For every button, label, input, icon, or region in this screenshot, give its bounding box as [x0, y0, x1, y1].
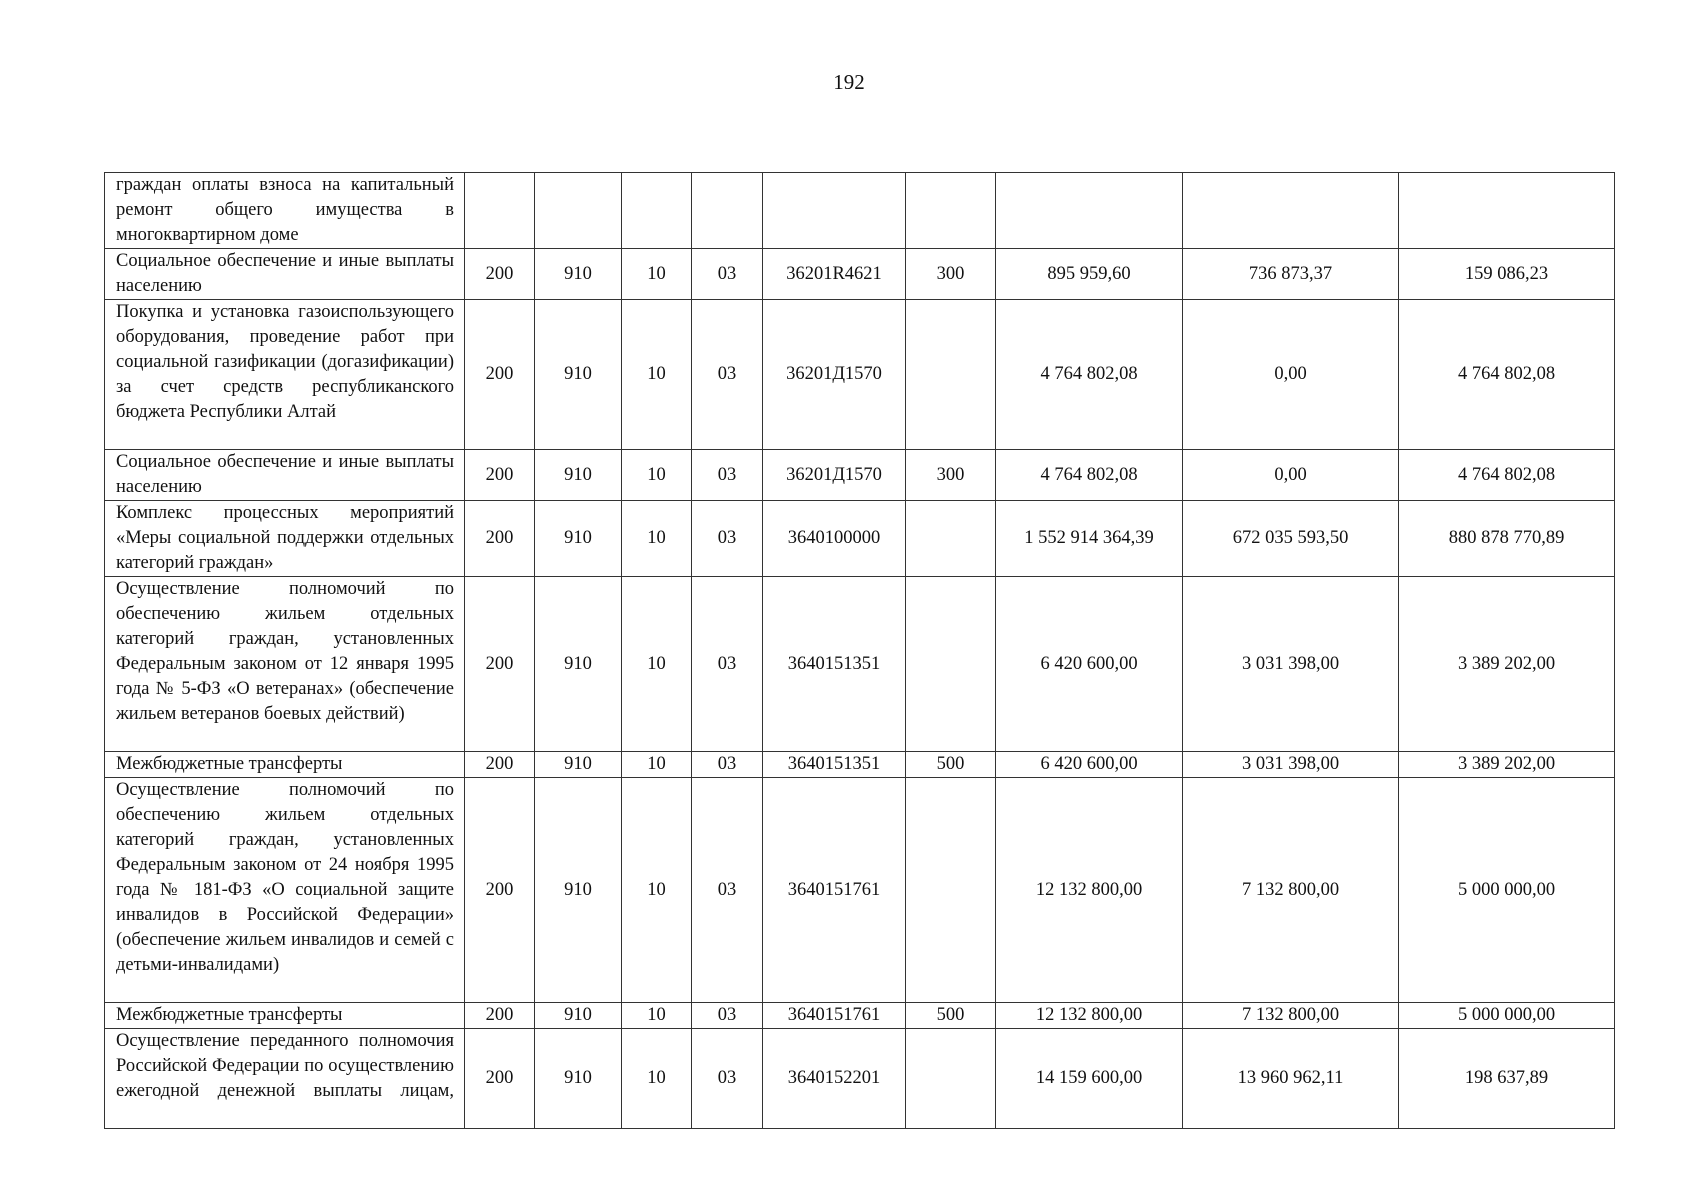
- subsection-code: 03: [692, 752, 763, 778]
- section-code: 10: [622, 577, 692, 752]
- section-code: 10: [622, 752, 692, 778]
- expense-type-code: [906, 778, 996, 1003]
- target-code: 3640151761: [763, 1003, 906, 1029]
- table-row: [105, 577, 1615, 752]
- row-name: Покупка и установка газоиспользующего оборудования, проведение работ при социальной газификации (догазификации) за счет средств республиканского бюджета Республики Алтай: [105, 300, 465, 450]
- section-code: 10: [622, 501, 692, 577]
- expense-type-code: [906, 173, 996, 249]
- amount-a: 3 031 398,00: [1183, 577, 1399, 752]
- section-code: 10: [622, 450, 692, 501]
- subsection-code: 03: [692, 778, 763, 1003]
- gov-code: 910: [535, 300, 622, 450]
- row-name: граждан оплаты взноса на капитальный ремонт общего имущества в многоквартирном доме: [105, 173, 465, 249]
- amount-b: 159 086,23: [1399, 249, 1615, 300]
- amount-b: 198 637,89: [1399, 1029, 1615, 1129]
- target-code: 3640151351: [763, 752, 906, 778]
- amount-total: 895 959,60: [996, 249, 1183, 300]
- expense-type-code: 500: [906, 752, 996, 778]
- amount-a: 13 960 962,11: [1183, 1029, 1399, 1129]
- target-code: 3640151761: [763, 778, 906, 1003]
- subsection-code: 03: [692, 300, 763, 450]
- admin-code: 200: [465, 450, 535, 501]
- table-row: [105, 501, 1615, 577]
- amount-total: 12 132 800,00: [996, 1003, 1183, 1029]
- amount-b: 3 389 202,00: [1399, 577, 1615, 752]
- amount-total: [996, 173, 1183, 249]
- section-code: 10: [622, 1029, 692, 1129]
- subsection-code: 03: [692, 501, 763, 577]
- amount-b: 880 878 770,89: [1399, 501, 1615, 577]
- amount-a: 7 132 800,00: [1183, 1003, 1399, 1029]
- gov-code: 910: [535, 577, 622, 752]
- table-row: [105, 1029, 1615, 1129]
- row-name: Межбюджетные трансферты: [105, 752, 465, 778]
- section-code: [622, 173, 692, 249]
- amount-total: 4 764 802,08: [996, 300, 1183, 450]
- table-row: [105, 249, 1615, 300]
- gov-code: 910: [535, 1003, 622, 1029]
- table-row: [105, 173, 1615, 249]
- amount-total: 6 420 600,00: [996, 752, 1183, 778]
- expense-type-code: 300: [906, 249, 996, 300]
- admin-code: 200: [465, 1029, 535, 1129]
- target-code: 36201Д1570: [763, 450, 906, 501]
- amount-total: 6 420 600,00: [996, 577, 1183, 752]
- target-code: 36201R4621: [763, 249, 906, 300]
- amount-a: [1183, 173, 1399, 249]
- table-body: [105, 173, 1615, 1129]
- table-row: [105, 300, 1615, 450]
- row-name: Осуществление полномочий по обеспечению жильем отдельных категорий граждан, установленных Федеральным законом от 24 ноября 1995 года № 181-ФЗ «О социальной защите инвалидов в Российской Федерации» (обеспечение жильем инвалидов и семей с детьми-инвалидами): [105, 778, 465, 1003]
- amount-b: 5 000 000,00: [1399, 778, 1615, 1003]
- row-name: Осуществление переданного полномочия Российской Федерации по осуществлению ежегодной денежной выплаты лицам,: [105, 1029, 465, 1129]
- gov-code: 910: [535, 249, 622, 300]
- target-code: 36201Д1570: [763, 300, 906, 450]
- target-code: [763, 173, 906, 249]
- subsection-code: 03: [692, 1003, 763, 1029]
- section-code: 10: [622, 778, 692, 1003]
- section-code: 10: [622, 249, 692, 300]
- amount-a: 0,00: [1183, 300, 1399, 450]
- section-code: 10: [622, 300, 692, 450]
- subsection-code: 03: [692, 1029, 763, 1129]
- admin-code: 200: [465, 501, 535, 577]
- amount-a: 672 035 593,50: [1183, 501, 1399, 577]
- gov-code: [535, 173, 622, 249]
- row-name: Межбюджетные трансферты: [105, 1003, 465, 1029]
- subsection-code: 03: [692, 577, 763, 752]
- amount-total: 1 552 914 364,39: [996, 501, 1183, 577]
- admin-code: [465, 173, 535, 249]
- expense-type-code: 500: [906, 1003, 996, 1029]
- amount-a: 7 132 800,00: [1183, 778, 1399, 1003]
- amount-a: 0,00: [1183, 450, 1399, 501]
- expense-type-code: [906, 501, 996, 577]
- gov-code: 910: [535, 450, 622, 501]
- subsection-code: 03: [692, 249, 763, 300]
- amount-total: 4 764 802,08: [996, 450, 1183, 501]
- expense-type-code: [906, 300, 996, 450]
- amount-b: [1399, 173, 1615, 249]
- gov-code: 910: [535, 778, 622, 1003]
- admin-code: 200: [465, 300, 535, 450]
- row-name: Осуществление полномочий по обеспечению жильем отдельных категорий граждан, установленных Федеральным законом от 12 января 1995 года № 5-ФЗ «О ветеранах» (обеспечение жильем ветеранов боевых действий): [105, 577, 465, 752]
- amount-a: 3 031 398,00: [1183, 752, 1399, 778]
- row-name: Социальное обеспечение и иные выплаты населению: [105, 249, 465, 300]
- expense-type-code: 300: [906, 450, 996, 501]
- amount-b: 4 764 802,08: [1399, 450, 1615, 501]
- amount-b: 3 389 202,00: [1399, 752, 1615, 778]
- table-row: [105, 752, 1615, 778]
- admin-code: 200: [465, 752, 535, 778]
- subsection-code: [692, 173, 763, 249]
- amount-total: 14 159 600,00: [996, 1029, 1183, 1129]
- amount-total: 12 132 800,00: [996, 778, 1183, 1003]
- page-number: 192: [833, 70, 865, 94]
- admin-code: 200: [465, 778, 535, 1003]
- subsection-code: 03: [692, 450, 763, 501]
- amount-b: 5 000 000,00: [1399, 1003, 1615, 1029]
- admin-code: 200: [465, 249, 535, 300]
- target-code: 3640152201: [763, 1029, 906, 1129]
- section-code: 10: [622, 1003, 692, 1029]
- budget-table: [104, 172, 1615, 1129]
- table-row: [105, 778, 1615, 1003]
- gov-code: 910: [535, 501, 622, 577]
- table-row: [105, 1003, 1615, 1029]
- expense-type-code: [906, 577, 996, 752]
- amount-a: 736 873,37: [1183, 249, 1399, 300]
- row-name: Социальное обеспечение и иные выплаты населению: [105, 450, 465, 501]
- target-code: 3640100000: [763, 501, 906, 577]
- expense-type-code: [906, 1029, 996, 1129]
- gov-code: 910: [535, 752, 622, 778]
- admin-code: 200: [465, 1003, 535, 1029]
- amount-b: 4 764 802,08: [1399, 300, 1615, 450]
- admin-code: 200: [465, 577, 535, 752]
- table-row: [105, 450, 1615, 501]
- gov-code: 910: [535, 1029, 622, 1129]
- target-code: 3640151351: [763, 577, 906, 752]
- row-name: Комплекс процессных мероприятий «Меры социальной поддержки отдельных категорий граждан»: [105, 501, 465, 577]
